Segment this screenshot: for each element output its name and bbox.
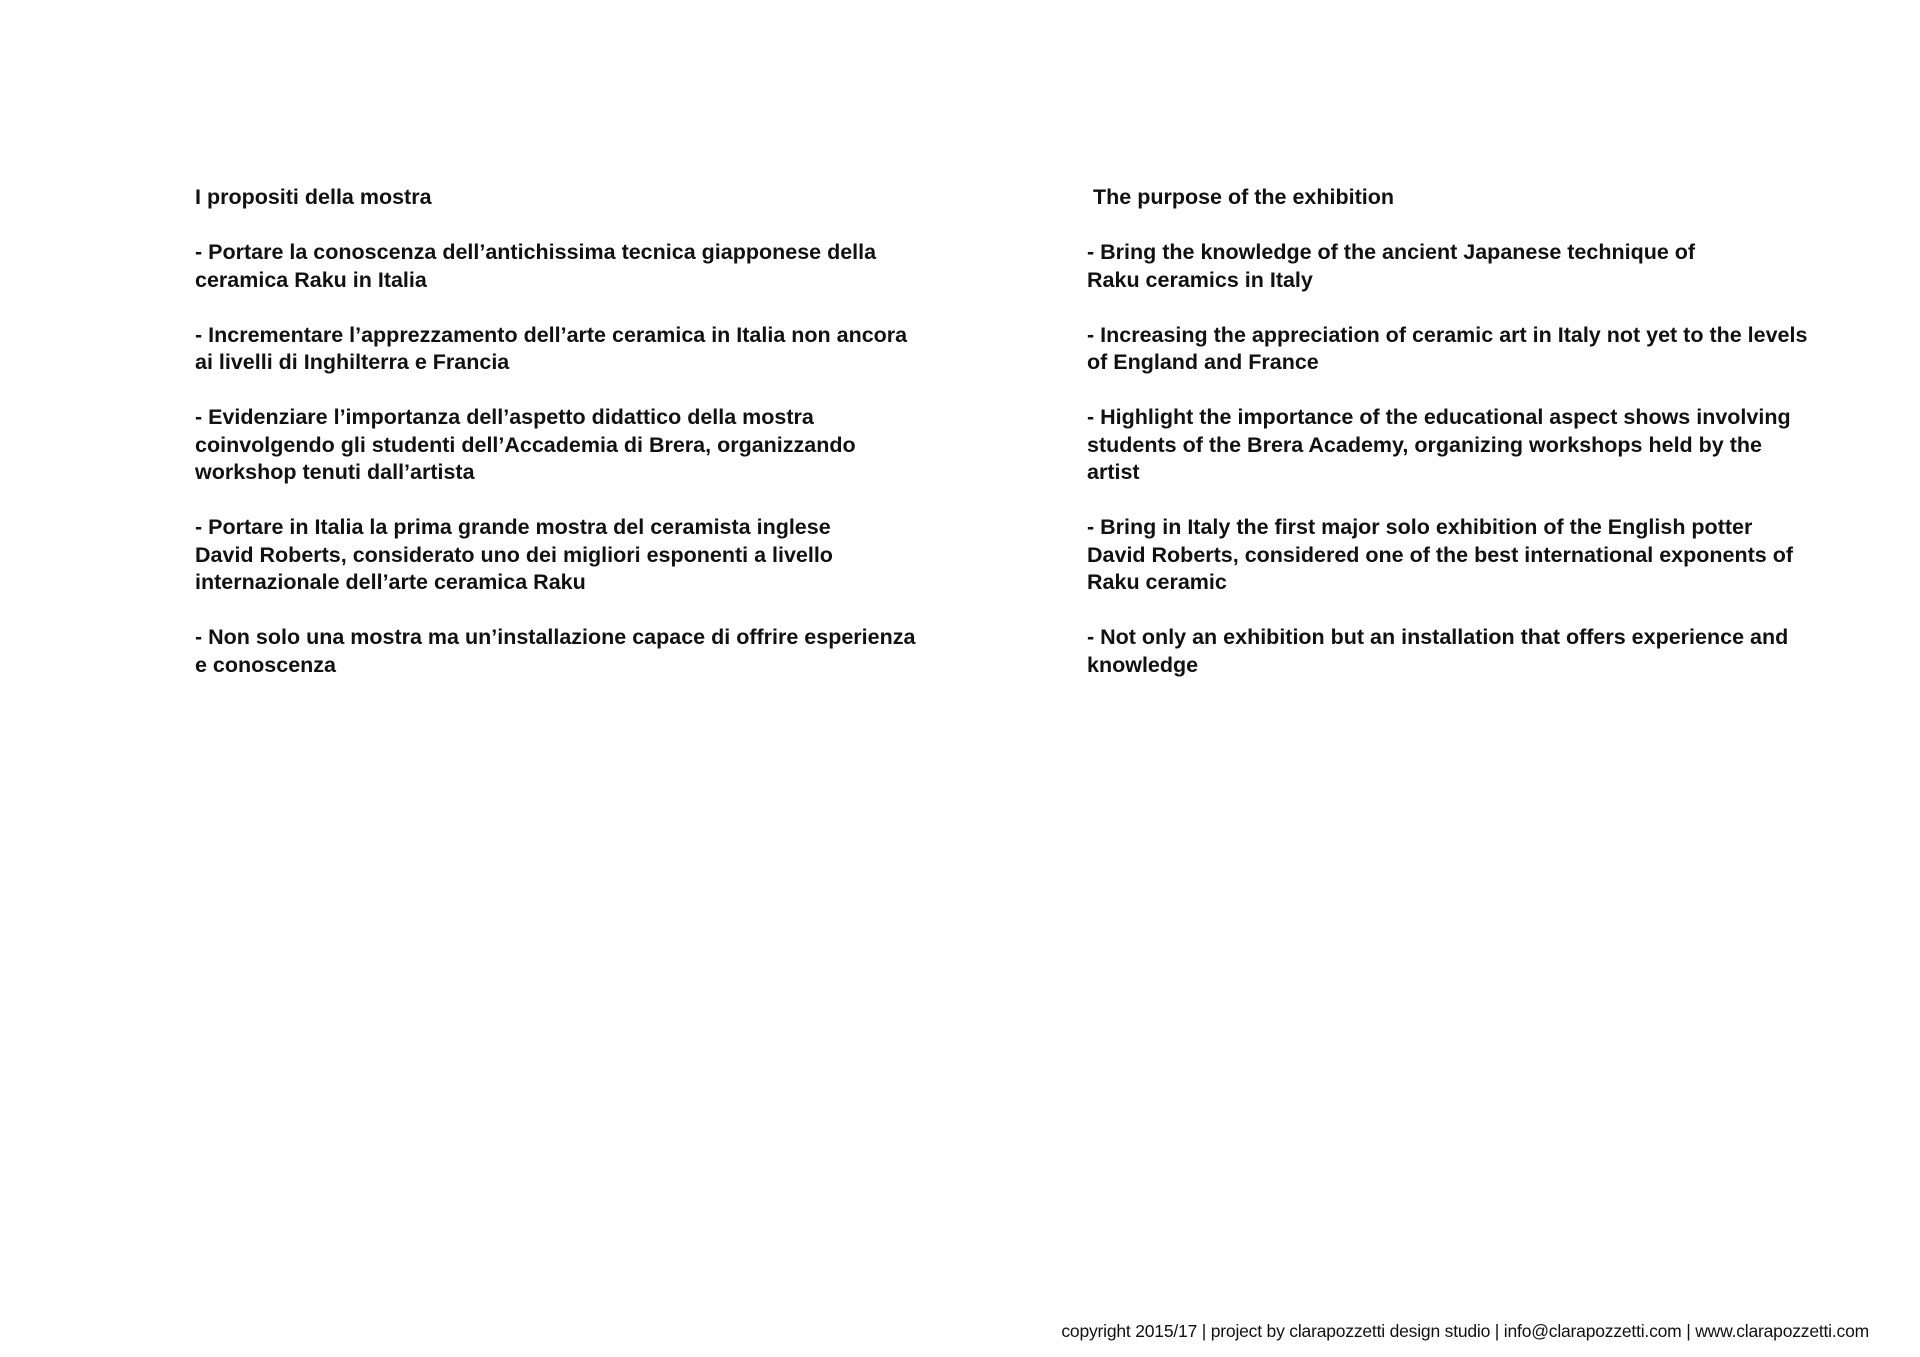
text-line: - Bring in Italy the first major solo exhibition of the English potter — [1087, 515, 1753, 539]
text-line: artist — [1087, 460, 1140, 484]
text-line: - Portare la conoscenza dell’antichissima tecnica giapponese della — [195, 240, 877, 264]
english-column — [1087, 184, 1867, 707]
text-line: - Non solo una mostra ma un’installazione capace di offrire esperienza — [195, 625, 916, 649]
text-line: - Increasing the appreciation of ceramic art in Italy not yet to the levels — [1087, 322, 1808, 347]
italian-item-5 — [195, 624, 995, 679]
text-line: internazionale dell’arte ceramica Raku — [195, 570, 586, 594]
text-line: workshop tenuti dall’artista — [195, 460, 475, 484]
text-line: - Portare in Italia la prima grande mostra del ceramista inglese — [195, 515, 831, 539]
text-line: e conoscenza — [195, 652, 336, 677]
italian-heading: I propositi della mostra — [195, 185, 432, 209]
text-line: - Highlight the importance of the educational aspect shows involving — [1087, 405, 1791, 429]
italian-item-2 — [195, 322, 995, 377]
text-line: - Incrementare l’apprezzamento dell’arte ceramica in Italia non ancora — [195, 322, 908, 347]
english-item-4 — [1087, 514, 1867, 597]
text-line: - Evidenziare l’importanza dell’aspetto didattico della mostra — [195, 405, 814, 429]
text-line: of England and France — [1087, 350, 1319, 374]
english-item-5 — [1087, 624, 1867, 679]
italian-item-4 — [195, 514, 995, 597]
english-item-1 — [1087, 239, 1867, 294]
text-line: - Bring the knowledge of the ancient Japanese technique of — [1087, 240, 1696, 264]
text-line: - Not only an exhibition but an installation that offers experience and — [1087, 625, 1789, 649]
text-line: ai livelli di Inghilterra e Francia — [195, 350, 510, 374]
english-heading: The purpose of the exhibition — [1093, 185, 1394, 209]
text-line: David Roberts, considerato uno dei migliori esponenti a livello — [195, 542, 833, 567]
text-line: Raku ceramics in Italy — [1087, 267, 1313, 292]
text-line: Raku ceramic — [1087, 570, 1227, 594]
italian-column — [195, 184, 995, 707]
italian-item-1 — [195, 239, 995, 294]
text-line: students of the Brera Academy, organizing workshops held by the — [1087, 432, 1762, 457]
text-line: knowledge — [1087, 652, 1199, 677]
footer-copyright: copyright 2015/17 | project by clarapozzetti design studio | info@clarapozzetti.com | www.clarapozzetti.com — [1061, 1321, 1869, 1341]
text-line: coinvolgendo gli studenti dell’Accademia di Brera, organizzando — [195, 432, 856, 457]
english-item-2 — [1087, 322, 1867, 377]
english-item-3 — [1087, 404, 1867, 487]
text-line: David Roberts, considered one of the best international exponents of — [1087, 542, 1794, 567]
italian-item-3 — [195, 404, 995, 487]
text-line: ceramica Raku in Italia — [195, 267, 427, 292]
